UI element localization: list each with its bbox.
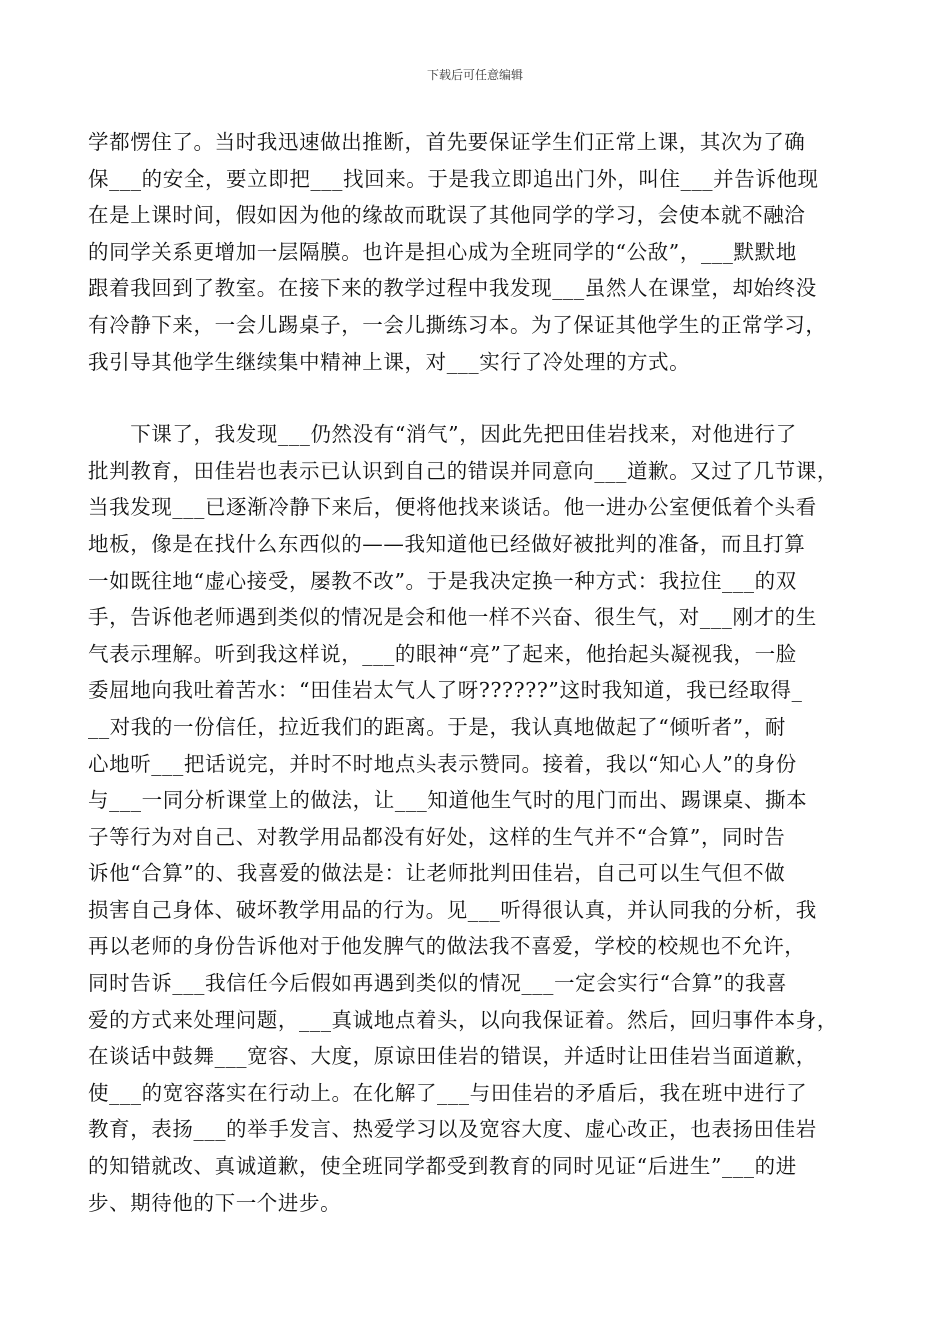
text-line: 在是上课时间，假如因为他的缘故而耽误了其他同学的学习，会使本就不融洽 bbox=[88, 203, 806, 228]
text-line: 学都愣住了。当时我迅速做出推断，首先要保证学生们正常上课，其次为了确 bbox=[88, 130, 806, 154]
text-line: 的知错就改、真诚道歉，使全班同学都受到教育的同时见证“后进生”___的进 bbox=[88, 1154, 797, 1179]
text-line: 手，告诉他老师遇到类似的情况是会和他一样不兴奋、很生气，对___刚才的生 bbox=[88, 605, 817, 630]
text-line: 诉他“合算”的、我喜爱的做法是：让老师批判田佳岩，自己可以生气但不做 bbox=[88, 861, 786, 886]
text-line: 在谈话中鼓舞___宽容、大度，原谅田佳岩的错误，并适时让田佳岩当面道歉， bbox=[88, 1044, 817, 1069]
paragraph-2 bbox=[88, 416, 878, 1221]
text-line: 同时告诉___我信任今后假如再遇到类似的情况___一定会实行“合算”的我喜 bbox=[88, 971, 788, 996]
text-line: 再以老师的身份告诉他对于他发脾气的做法我不喜爱，学校的校规也不允许， bbox=[88, 934, 806, 959]
text-line: 步、期待他的下一个进步。 bbox=[88, 1190, 342, 1215]
text-line: 损害自己身体、破坏教学用品的行为。见___听得很认真，并认同我的分析，我 bbox=[88, 897, 817, 922]
text-line: 我引导其他学生继续集中精神上课，对___实行了冷处理的方式。 bbox=[88, 349, 691, 374]
text-line: 一如既往地“虚心接受，屡教不改”。于是我决定换一种方式：我拉住___的双 bbox=[88, 568, 797, 593]
text-line: 子等行为对自己、对教学用品都没有好处，这样的生气并不“合算”，同时告 bbox=[88, 824, 786, 849]
text-line: 地板，像是在找什么东西似的——我知道他已经做好被批判的准备，而且打算 bbox=[88, 531, 806, 556]
page-header: 下载后可任意编辑 bbox=[426, 68, 523, 82]
text-line: 批判教育，田佳岩也表示已认识到自己的错误并同意向___道歉。又过了几节课， bbox=[88, 458, 838, 483]
paragraph-1 bbox=[88, 124, 878, 380]
text-line: 教育，表扬___的举手发言、热爱学习以及宽容大度、虚心改正，也表扬田佳岩 bbox=[88, 1117, 817, 1142]
text-line: 当我发现___已逐渐冷静下来后，便将他找来谈话。他一进办公室便低着个头看 bbox=[88, 495, 817, 520]
text-line: 的同学关系更增加一层隔膜。也许是担心成为全班同学的“公敌”，___默默地 bbox=[88, 239, 797, 264]
text-line: __对我的一份信任，拉近我们的距离。于是，我认真地做起了“倾听者”，耐 bbox=[88, 714, 786, 739]
text-line: 保___的安全，要立即把___找回来。于是我立即追出门外，叫住___并告诉他现 bbox=[88, 166, 819, 191]
paragraph-spacer bbox=[88, 380, 878, 416]
text-line: 心地听___把话说完，并时不时地点头表示赞同。接着，我以“知心人”的身份 bbox=[88, 751, 797, 776]
document-body bbox=[88, 124, 878, 1221]
text-line: 委屈地向我吐着苦水：“田佳岩太气人了呀??????”这时我知道，我已经取得_ bbox=[88, 678, 803, 703]
text-line: 下课了，我发现___仍然没有“消气”，因此先把田佳岩找来，对他进行了 bbox=[88, 422, 797, 447]
text-line: 爱的方式来处理问题，___真诚地点着头，以向我保证着。然后，回归事件本身， bbox=[88, 1007, 838, 1032]
text-line: 与___一同分析课堂上的做法，让___知道他生气时的甩门而出、踢课桌、撕本 bbox=[88, 788, 808, 813]
text-line: 使___的宽容落实在行动上。在化解了___与田佳岩的矛盾后，我在班中进行了 bbox=[88, 1080, 808, 1105]
text-line: 气表示理解。听到我这样说，___的眼神“亮”了起来，他抬起头凝视我，一脸 bbox=[88, 641, 797, 666]
text-line: 有冷静下来，一会儿踢桌子，一会儿撕练习本。为了保证其他学生的正常学习， bbox=[88, 312, 827, 337]
text-line: 跟着我回到了教室。在接下来的教学过程中我发现___虽然人在课堂，却始终没 bbox=[88, 276, 817, 301]
